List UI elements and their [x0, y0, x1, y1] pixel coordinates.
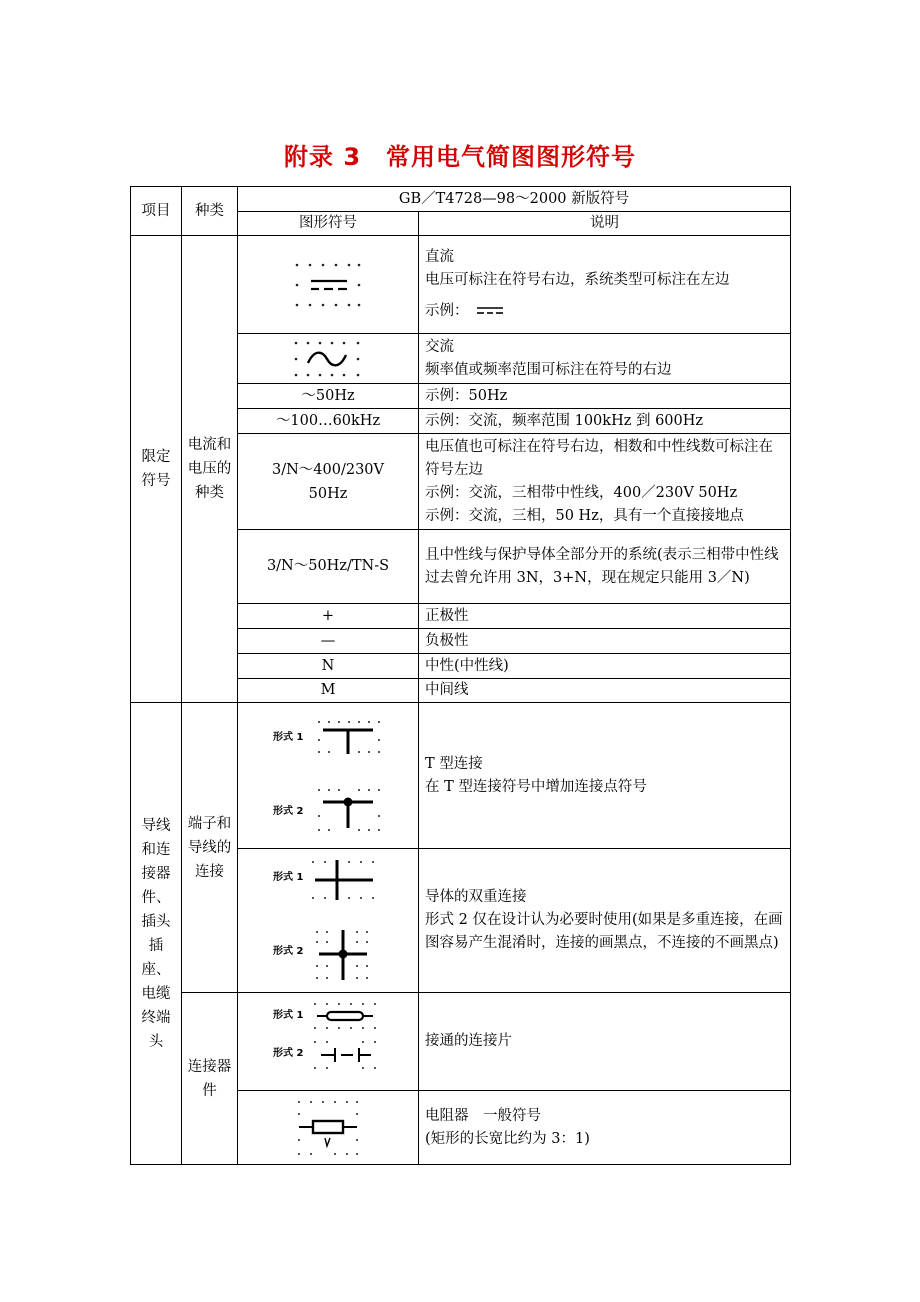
form2-label: 形式 2: [273, 805, 304, 817]
section2-kind-terminals: 端子和导线的连接: [182, 703, 238, 993]
form1-label: 形式 1: [273, 1009, 304, 1021]
ac-symbol-icon: [292, 338, 364, 380]
symbol-50hz: ～50Hz: [238, 384, 419, 409]
desc-positive: 正极性: [419, 604, 791, 629]
symbol-freq-range: ～100…60kHz: [238, 409, 419, 434]
resistor-icon: [293, 1096, 363, 1160]
t-junction-icon: [273, 712, 383, 840]
connecting-link-icon: [273, 998, 383, 1086]
section2-item: 导线和连接器件、插头插座、电缆终端头: [131, 703, 182, 1165]
dc-symbol-cell: [238, 236, 419, 334]
header-item: 项目: [131, 187, 182, 236]
desc-negative: 负极性: [419, 629, 791, 654]
double-junction-icon: [273, 854, 383, 988]
header-desc: 说明: [419, 212, 791, 236]
desc-tn-s: 且中性线与保护导体全部分开的系统(表示三相带中性线过去曾允许用 3N，3+N，现在规定只能用 3／N): [419, 530, 791, 604]
link-desc: 接通的连接片: [419, 993, 791, 1091]
section2-kind-connectors: 连接器件: [182, 993, 238, 1165]
resistor-desc: 电阻器 一般符号 (矩形的长宽比约为 3：1): [419, 1091, 791, 1165]
symbol-three-phase: 3/N～400/230V 50Hz: [238, 434, 419, 530]
header-kind: 种类: [182, 187, 238, 236]
form2-label: 形式 2: [273, 1047, 304, 1059]
desc-three-phase: 电压值也可标注在符号右边，相数和中性线数可标注在符号左边 示例：交流，三相带中性线，400／230V 50Hz 示例：交流，三相，50 Hz，具有一个直接接地点: [419, 434, 791, 530]
header-symbol: 图形符号: [238, 212, 419, 236]
symbol-negative: —: [238, 629, 419, 654]
link-symbol-cell: [238, 993, 419, 1091]
form1-label: 形式 1: [273, 871, 304, 883]
dc-desc: 直流 电压可标注在符号右边，系统类型可标注在左边 示例：: [419, 236, 791, 334]
desc-neutral: 中性(中性线): [419, 654, 791, 679]
header-group: GB／T4728—98～2000 新版符号: [238, 187, 791, 212]
symbol-positive: +: [238, 604, 419, 629]
ac-symbol-cell: [238, 334, 419, 384]
ac-desc: 交流 频率值或频率范围可标注在符号的右边: [419, 334, 791, 384]
symbol-table: [130, 186, 791, 1165]
section1-item: 限定符号: [131, 236, 182, 703]
t-junction-symbol-cell: [238, 703, 419, 849]
form1-label: 形式 1: [273, 731, 304, 743]
dc-symbol-icon: [293, 259, 363, 311]
symbol-tn-s: 3/N～50Hz/TN-S: [238, 530, 419, 604]
form2-label: 形式 2: [273, 945, 304, 957]
dc-example-icon: [473, 304, 509, 318]
symbol-mid: M: [238, 679, 419, 703]
resistor-symbol-cell: [238, 1091, 419, 1165]
desc-freq-range: 示例：交流，频率范围 100kHz 到 600Hz: [419, 409, 791, 434]
double-junction-symbol-cell: [238, 849, 419, 993]
double-junction-desc: 导体的双重连接 形式 2 仅在设计认为必要时使用(如果是多重连接，在画图容易产生混淆时，连接的画黑点，不连接的不画黑点): [419, 849, 791, 993]
t-junction-desc: T 型连接 在 T 型连接符号中增加连接点符号: [419, 703, 791, 849]
page-title: 附录 3 常用电气简图图形符号: [283, 143, 637, 171]
desc-mid: 中间线: [419, 679, 791, 703]
section1-kind: 电流和电压的种类: [182, 236, 238, 703]
desc-50hz: 示例：50Hz: [419, 384, 791, 409]
symbol-neutral: N: [238, 654, 419, 679]
